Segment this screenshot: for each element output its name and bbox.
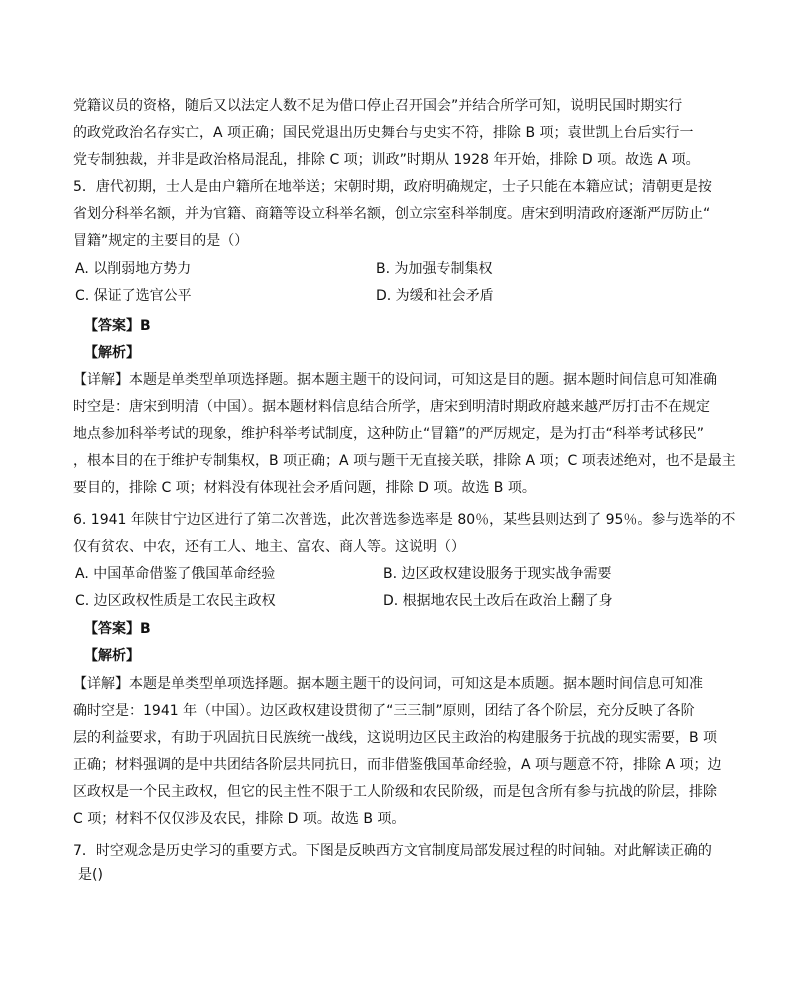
q5-option-a: A. 以削弱地方势力 — [75, 261, 192, 277]
q6-stem-line-1: 6. 1941 年陕甘宁边区进行了第二次普选，此次普选参选率是 80％，某些县则达到了 95％。参与选举的不 — [73, 512, 736, 528]
q6-answer: 【答案】B — [84, 621, 151, 637]
q6-stem-line-2: 仅有贫农、中农，还有工人、地主、富农、商人等。这说明（） — [73, 539, 465, 555]
q6-detail-line-2: 确时空是：1941 年（中国）。边区政权建设贯彻了“三三制”原则，团结了各个阶层，充分反映了各阶 — [73, 703, 695, 719]
q7-stem-line-2: 是() — [78, 867, 103, 883]
q6-option-d: D. 根据地农民土改后在政治上翻了身 — [383, 593, 613, 609]
q5-detail-line-3: 地点参加科举考试的现象，维护科举考试制度，这种防止“冒籍”的严厉规定，是为打击“科举考试移民” — [73, 426, 705, 442]
prev-explanation-line-2: 的政党政治名存实亡，A 项正确；国民党退出历史舞台与史实不符，排除 B 项；袁世凯上台后实行一 — [73, 125, 694, 141]
prev-explanation-line-3: 党专制独裁，并非是政治格局混乱，排除 C 项；训政”时期从 1928 年开始，排除 D 项。故选 A 项。 — [73, 152, 700, 168]
q6-option-b: B. 边区政权建设服务于现实战争需要 — [383, 566, 612, 582]
q5-stem-line-1: 5．唐代初期，士人是由户籍所在地举送；宋朝时期，政府明确规定，士子只能在本籍应试；清朝更是按 — [73, 179, 712, 195]
q5-stem-line-2: 省划分科举名额，并为官籍、商籍等设立科举名额，创立宗室科举制度。唐宋到明清政府逐渐严厉防止“ — [73, 206, 711, 222]
q6-option-a: A. 中国革命借鉴了俄国革命经验 — [75, 566, 276, 582]
prev-explanation-line-1: 党籍议员的资格，随后又以法定人数不足为借口停止召开国会”并结合所学可知，说明民国时期实行 — [73, 98, 683, 114]
q5-detail-line-2: 时空是：唐宋到明清（中国）。据本题材料信息结合所学，唐宋到明清时期政府越来越严厉打击不在规定 — [73, 399, 710, 415]
q7-stem-line-1: 7．时空观念是历史学习的重要方式。下图是反映西方文官制度局部发展过程的时间轴。对此解读正确的 — [73, 843, 712, 859]
q6-detail-line-5: 区政权是一个民主政权，但它的民主性不限于工人阶级和农民阶级，而是包含所有参与抗战的阶层，排除 — [73, 784, 717, 800]
q6-detail-line-4: 正确；材料强调的是中共团结各阶层共同抗日，而非借鉴俄国革命经验，A 项与题意不符，排除 A 项；边 — [73, 757, 722, 773]
q6-detail-line-3: 层的利益要求，有助于巩固抗日民族统一战线，这说明边区民主政治的构建服务于抗战的现实需要，B 项 — [73, 730, 718, 746]
q6-analysis-label: 【解析】 — [84, 648, 140, 664]
q5-detail-line-1: 【详解】本题是单类型单项选择题。据本题主题干的设问词，可知这是目的题。据本题时间信息可知准确 — [73, 372, 717, 388]
q5-option-b: B. 为加强专制集权 — [376, 261, 493, 277]
q5-analysis-label: 【解析】 — [84, 345, 140, 361]
q5-detail-line-4: ，根本目的在于维护专制集权，B 项正确；A 项与题干无直接关联，排除 A 项；C 项表述绝对，也不是最主 — [73, 453, 736, 469]
q5-answer: 【答案】B — [84, 318, 151, 334]
q6-detail-line-1: 【详解】本题是单类型单项选择题。据本题主题干的设问词，可知这是本质题。据本题时间信息可知准 — [73, 676, 703, 692]
q5-detail-line-5: 要目的，排除 C 项；材料没有体现社会矛盾问题，排除 D 项。故选 B 项。 — [73, 480, 536, 496]
q5-option-c: C. 保证了选官公平 — [75, 288, 192, 304]
q5-option-d: D. 为缓和社会矛盾 — [376, 288, 494, 304]
q6-detail-line-6: C 项；材料不仅仅涉及农民，排除 D 项。故选 B 项。 — [73, 811, 406, 827]
q5-stem-line-3: 冒籍”规定的主要目的是（） — [73, 233, 249, 249]
q6-option-c: C. 边区政权性质是工农民主政权 — [75, 593, 276, 609]
